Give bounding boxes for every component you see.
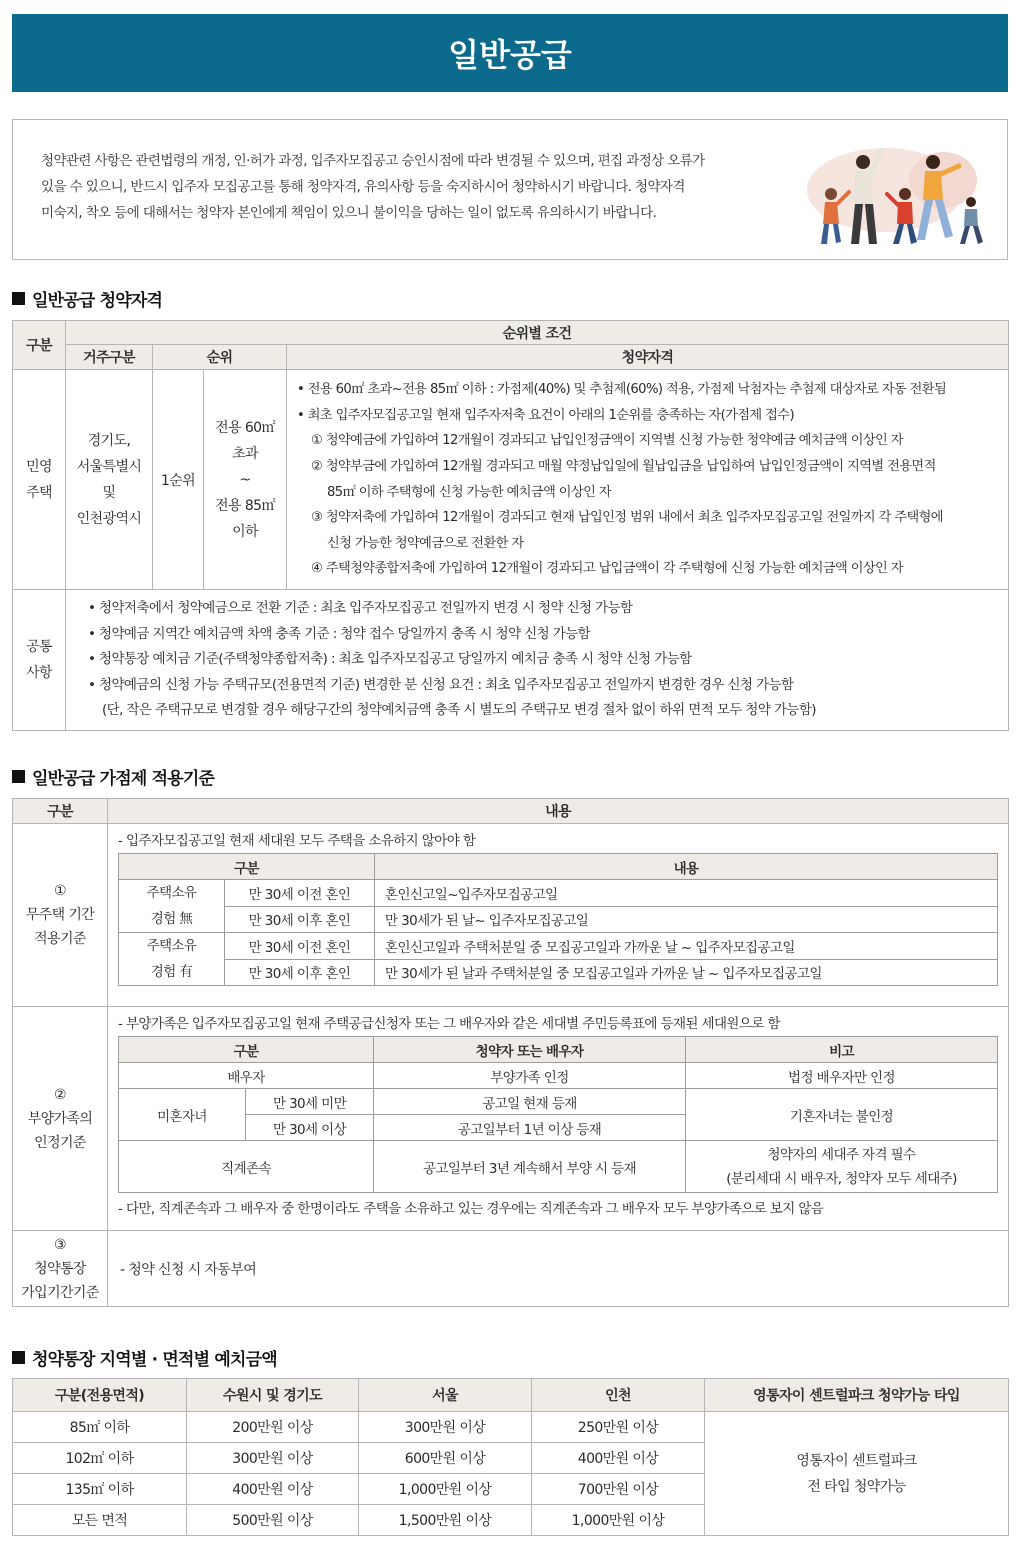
section-square-icon xyxy=(12,292,25,305)
notice-line: 청약관련 사항은 관련법령의 개정, 인·허가 과정, 입주자모집공고 승인시점에 따라 변경될 수 있으며, 편집 과정상 오류가 xyxy=(41,153,705,169)
age-cell: 만 30세 이전 혼인 xyxy=(225,880,375,907)
common-line: • 청약예금의 신청 가능 주택규모(전용면적 기준) 변경한 분 신청 요건 : 최초 입주자모집공고 전일까지 변경한 경우 신청 가능함 xyxy=(88,676,794,693)
homeless-intro: - 입주자모집공고일 현재 세대원 모두 주택을 소유하지 않아야 함 xyxy=(118,833,476,849)
point-system-table xyxy=(12,798,1009,1307)
lineal-value: 공고일부터 3년 계속해서 부양 시 등재 xyxy=(374,1141,686,1193)
over30-label: 만 30세 이상 xyxy=(246,1115,374,1141)
section-title-text: 일반공급 가점제 적용기준 xyxy=(32,769,215,789)
period-cell: 만 30세가 된 날~ 입주자모집공고일 xyxy=(375,906,998,933)
common-line: • 청약예금 지역간 예치금액 차액 충족 기준 : 청약 접수 당일까지 충족 시 청약 신청 가능함 xyxy=(88,625,591,642)
lineal-label: 직계존속 xyxy=(119,1141,374,1193)
age-cell: 만 30세 이후 혼인 xyxy=(225,906,375,933)
section-square-icon xyxy=(12,770,25,783)
header-content: 내용 xyxy=(108,799,1009,824)
dependents-inner-table xyxy=(118,1036,998,1193)
period-cell: 혼인신고일과 주택처분일 중 모집공고일과 가까운 날 ~ 입주자모집공고일 xyxy=(375,933,998,960)
notice-box xyxy=(12,119,1008,260)
qual-line: ① 청약예금에 가입하여 12개월이 경과되고 납입인정금액이 지역별 신청 가능한 청약예금 예치금액 이상인 자 xyxy=(311,433,903,449)
header-eligible-type: 영통자이 센트럴파크 청약가능 타입 xyxy=(705,1379,1009,1412)
inner-header-content: 내용 xyxy=(375,854,998,880)
header-conditions: 순위별 조건 xyxy=(66,321,1009,345)
eligibility-table xyxy=(12,320,1009,731)
table-row: 모든 면적 500만원 이상 1,500만원 이상 1,000만원 이상 xyxy=(13,1505,1009,1536)
inner-header-category: 구분 xyxy=(119,854,375,880)
qual-line: ④ 주택청약종합저축에 가입하여 12개월이 경과되고 납입금액이 각 주택형에 신청 가능한 예치금액 이상인 자 xyxy=(311,561,903,577)
period-cell: 혼인신고일~입주자모집공고일 xyxy=(375,880,998,907)
savings-period-content: - 청약 신청 시 자동부여 xyxy=(108,1231,1009,1307)
page-title: 일반공급 xyxy=(448,36,572,74)
qual-line: • 전용 60㎡ 초과~전용 85㎡ 이하 : 가점제(40%) 및 추첨제(60%) 적용, 가점제 낙첨자는 추첨제 대상자로 자동 전환됨 xyxy=(297,382,947,398)
savings-period-label: ③ 청약통장 가입기간기준 xyxy=(13,1231,108,1307)
qual-line: • 최초 입주자모집공고일 현재 입주자저축 요건이 아래의 1순위를 충족하는 자(가점제 접수) xyxy=(297,407,794,423)
page-title-banner xyxy=(12,14,1008,92)
inner-header-applicant: 청약자 또는 배우자 xyxy=(374,1037,686,1063)
header-rank: 순위 xyxy=(153,345,287,370)
homeless-inner-table xyxy=(118,853,998,986)
under30-value: 공고일 현재 등재 xyxy=(374,1089,686,1115)
lineal-remark: 청약자의 세대주 자격 필수 (분리세대 시 배우자, 청약자 모두 세대주) xyxy=(686,1141,998,1193)
deposit-table xyxy=(12,1378,1009,1536)
family-celebrating-illustration-icon xyxy=(793,132,993,254)
period-cell: 만 30세가 된 날과 주택처분일 중 모집공고일과 가까운 날 ~ 입주자모집공고일 xyxy=(375,959,998,986)
dependents-content xyxy=(108,1007,1009,1231)
header-residence: 거주구분 xyxy=(66,345,153,370)
private-housing-label: 민영 주택 xyxy=(13,370,66,590)
common-cell xyxy=(66,590,1009,731)
common-line: (단, 작은 주택규모로 변경할 경우 해당구간의 청약예치금액 충족 시 별도의 주택규모 변경 절차 없이 하위 면적 모두 청약 가능함) xyxy=(102,702,816,719)
area-cell: 전용 60㎡ 초과 ~ 전용 85㎡ 이하 xyxy=(204,370,287,590)
residence-cell: 경기도, 서울특별시 및 인천광역시 xyxy=(66,370,153,590)
unmarried-label: 미혼자녀 xyxy=(119,1089,246,1141)
table-row: 102㎡ 이하 300만원 이상 600만원 이상 400만원 이상 xyxy=(13,1443,1009,1474)
dependents-intro: - 부양가족은 입주자모집공고일 현재 주택공급신청자 또는 그 배우자와 같은 세대별 주민등록표에 등재된 세대원으로 함 xyxy=(118,1016,780,1032)
section-title-text: 일반공급 청약자격 xyxy=(32,291,163,311)
header-seoul: 서울 xyxy=(359,1379,532,1412)
spouse-value: 부양가족 인정 xyxy=(374,1063,686,1089)
homeless-period-content xyxy=(108,824,1009,1007)
age-cell: 만 30세 이전 혼인 xyxy=(225,933,375,960)
notice-line: 미숙지, 착오 등에 대해서는 청약자 본인에게 책임이 있으니 불이익을 당하는 일이 없도록 유의하시기 바랍니다. xyxy=(41,205,657,221)
header-category: 구분 xyxy=(13,799,108,824)
inner-header-remark: 비고 xyxy=(686,1037,998,1063)
homeless-period-label: ① 무주택 기간 적용기준 xyxy=(13,824,108,1007)
notice-line: 있을 수 있으니, 반드시 입주자 모집공고를 통해 청약자격, 유의사항 등을 숙지하시어 청약하시기 바랍니다. 청약자격 xyxy=(41,179,685,195)
header-incheon: 인천 xyxy=(532,1379,705,1412)
section-title-deposit xyxy=(12,1345,277,1370)
rank-cell: 1순위 xyxy=(153,370,204,590)
age-cell: 만 30세 이후 혼인 xyxy=(225,959,375,986)
dependents-label: ② 부양가족의 인정기준 xyxy=(13,1007,108,1231)
spouse-label: 배우자 xyxy=(119,1063,374,1089)
section-title-point-system xyxy=(12,764,214,789)
table-row: 85㎡ 이하 200만원 이상 300만원 이상 250만원 이상 영통자이 센트럴파크 전 타입 청약가능 xyxy=(13,1412,1009,1443)
qual-line: 85㎡ 이하 주택형에 신청 가능한 예치금액 이상인 자 xyxy=(327,484,611,500)
notice-text xyxy=(41,148,786,226)
under30-label: 만 30세 미만 xyxy=(246,1089,374,1115)
common-label: 공통 사항 xyxy=(13,590,66,731)
table-row: 135㎡ 이하 400만원 이상 1,000만원 이상 700만원 이상 xyxy=(13,1474,1009,1505)
over30-value: 공고일부터 1년 이상 등재 xyxy=(374,1115,686,1141)
eligible-type-cell: 영통자이 센트럴파크 전 타입 청약가능 xyxy=(705,1412,1009,1536)
qual-line: 신청 가능한 청약예금으로 전환한 자 xyxy=(327,535,524,551)
section-title-text: 청약통장 지역별 · 면적별 예치금액 xyxy=(32,1350,277,1370)
qualification-cell xyxy=(287,370,1009,590)
no-ownership-label: 주택소유 경험 無 xyxy=(119,880,225,933)
common-line: • 청약저축에서 청약예금으로 전환 기준 : 최초 입주자모집공고 전일까지 변경 시 청약 신청 가능함 xyxy=(88,600,633,617)
section-title-eligibility xyxy=(12,286,162,311)
unmarried-remark: 기혼자녀는 불인정 xyxy=(686,1089,998,1141)
qual-line: ② 청약부금에 가입하여 12개월 경과되고 매월 약정납입일에 월납입금을 납입하여 납입인정금액이 지역별 전용면적 xyxy=(311,458,936,474)
header-area: 구분(전용면적) xyxy=(13,1379,187,1412)
qual-line: ③ 청약저축에 가입하여 12개월이 경과되고 현재 납입인정 범위 내에서 최초 입주자모집공고일 전일까지 각 주택형에 xyxy=(311,510,943,526)
header-gyeonggi: 수원시 및 경기도 xyxy=(187,1379,359,1412)
spouse-remark: 법정 배우자만 인정 xyxy=(686,1063,998,1089)
common-line: • 청약통장 예치금 기준(주택청약종합저축) : 최초 입주자모집공고 당일까지 예치금 충족 시 청약 신청 가능함 xyxy=(88,651,692,668)
section-square-icon xyxy=(12,1351,25,1364)
dependents-note: - 다만, 직계존속과 그 배우자 중 한명이라도 주택을 소유하고 있는 경우에는 직계존속과 그 배우자 모두 부양가족으로 보지 않음 xyxy=(118,1201,824,1217)
ownership-label: 주택소유 경험 有 xyxy=(119,933,225,986)
header-category: 구분 xyxy=(13,321,66,370)
inner-header-category: 구분 xyxy=(119,1037,374,1063)
header-qualification: 청약자격 xyxy=(287,345,1009,370)
